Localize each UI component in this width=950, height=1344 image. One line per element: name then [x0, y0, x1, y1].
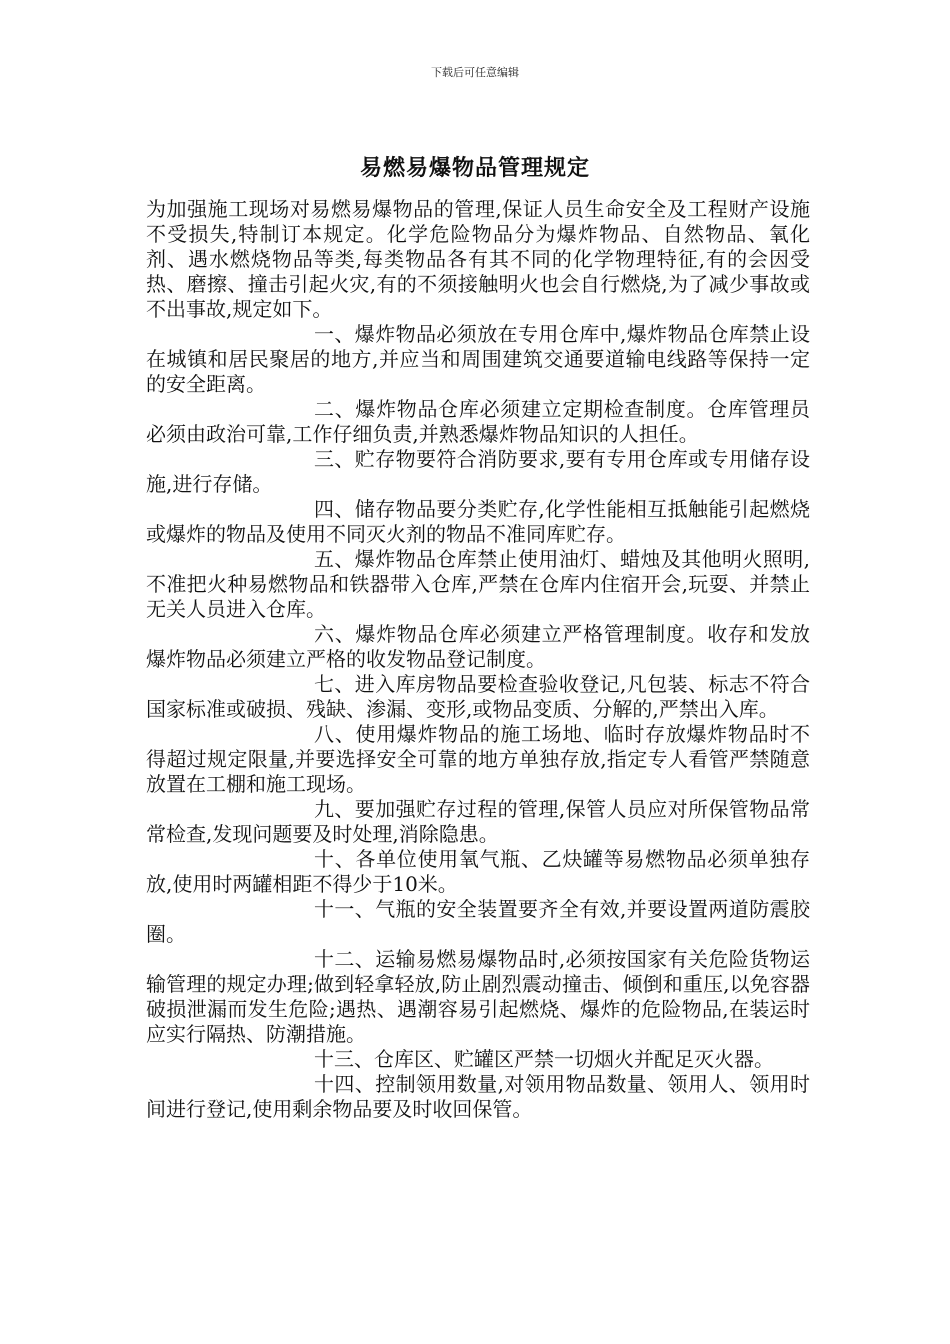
header-note: 下载后可任意编辑 [431, 66, 519, 79]
intro-paragraph: 为加强施工现场对易燃易爆物品的管理,保证人员生命安全及工程财产设施不受损失,特制订本规定。化学危险物品分为爆炸物品、自然物品、氧化剂、遇水燃烧物品等类,每类物品各有其不同的化学物理特征,有的会因受热、磨擦、撞击引起火灾,有的不须接触明火也会自行燃烧,为了减少事故或不出事故,规定如下。 [146, 197, 810, 321]
clause-paragraph: 三、贮存物要符合消防要求,要有专用仓库或专用储存设施,进行存储。 [146, 447, 810, 496]
clause-paragraph: 十三、仓库区、贮罐区严禁一切烟火并配足灭火器。 [314, 1047, 774, 1071]
clause-paragraph: 十二、运输易燃易爆物品时,必须按国家有关危险货物运输管理的规定办理;做到轻拿轻放,防止剧烈震动撞击、倾倒和重压,以免容器破损泄漏而发生危险;遇热、遇潮容易引起燃烧、爆炸的危险物品,在装运时应实行隔热、防潮措施。 [146, 947, 810, 1046]
clause-paragraph: 七、进入库房物品要检查验收登记,凡包装、标志不符合国家标准或破损、残缺、渗漏、变形,或物品变质、分解的,严禁出入库。 [146, 672, 810, 721]
clause-paragraph: 八、使用爆炸物品的施工场地、临时存放爆炸物品时不得超过规定限量,并要选择安全可靠的地方单独存放,指定专人看管严禁随意放置在工棚和施工现场。 [146, 722, 810, 796]
clause-paragraph: 二、爆炸物品仓库必须建立定期检查制度。仓库管理员必须由政治可靠,工作仔细负责,并熟悉爆炸物品知识的人担任。 [146, 397, 810, 446]
document-body [146, 197, 810, 1122]
clause-paragraph: 十四、控制领用数量,对领用物品数量、领用人、领用时间进行登记,使用剩余物品要及时收回保管。 [146, 1072, 810, 1121]
clause-paragraph: 五、爆炸物品仓库禁止使用油灯、蜡烛及其他明火照明,不准把火种易燃物品和铁器带入仓库,严禁在仓库内住宿开会,玩耍、并禁止无关人员进入仓库。 [146, 547, 810, 621]
clause-paragraph: 十一、气瓶的安全装置要齐全有效,并要设置两道防震胶圈。 [146, 897, 810, 946]
clause-paragraph: 十、各单位使用氧气瓶、乙炔罐等易燃物品必须单独存放,使用时两罐相距不得少于10米。 [146, 847, 810, 896]
clause-paragraph: 六、爆炸物品仓库必须建立严格管理制度。收存和发放爆炸物品必须建立严格的收发物品登记制度。 [146, 622, 810, 671]
clause-paragraph: 四、储存物品要分类贮存,化学性能相互抵触能引起燃烧或爆炸的物品及使用不同灭火剂的物品不准同库贮存。 [146, 497, 810, 546]
clause-paragraph: 一、爆炸物品必须放在专用仓库中,爆炸物品仓库禁止设在城镇和居民聚居的地方,并应当和周围建筑交通要道输电线路等保持一定的安全距离。 [146, 322, 810, 396]
document-title: 易燃易爆物品管理规定 [359, 155, 590, 181]
clause-paragraph: 九、要加强贮存过程的管理,保管人员应对所保管物品常常检查,发现问题要及时处理,消除隐患。 [146, 797, 810, 846]
